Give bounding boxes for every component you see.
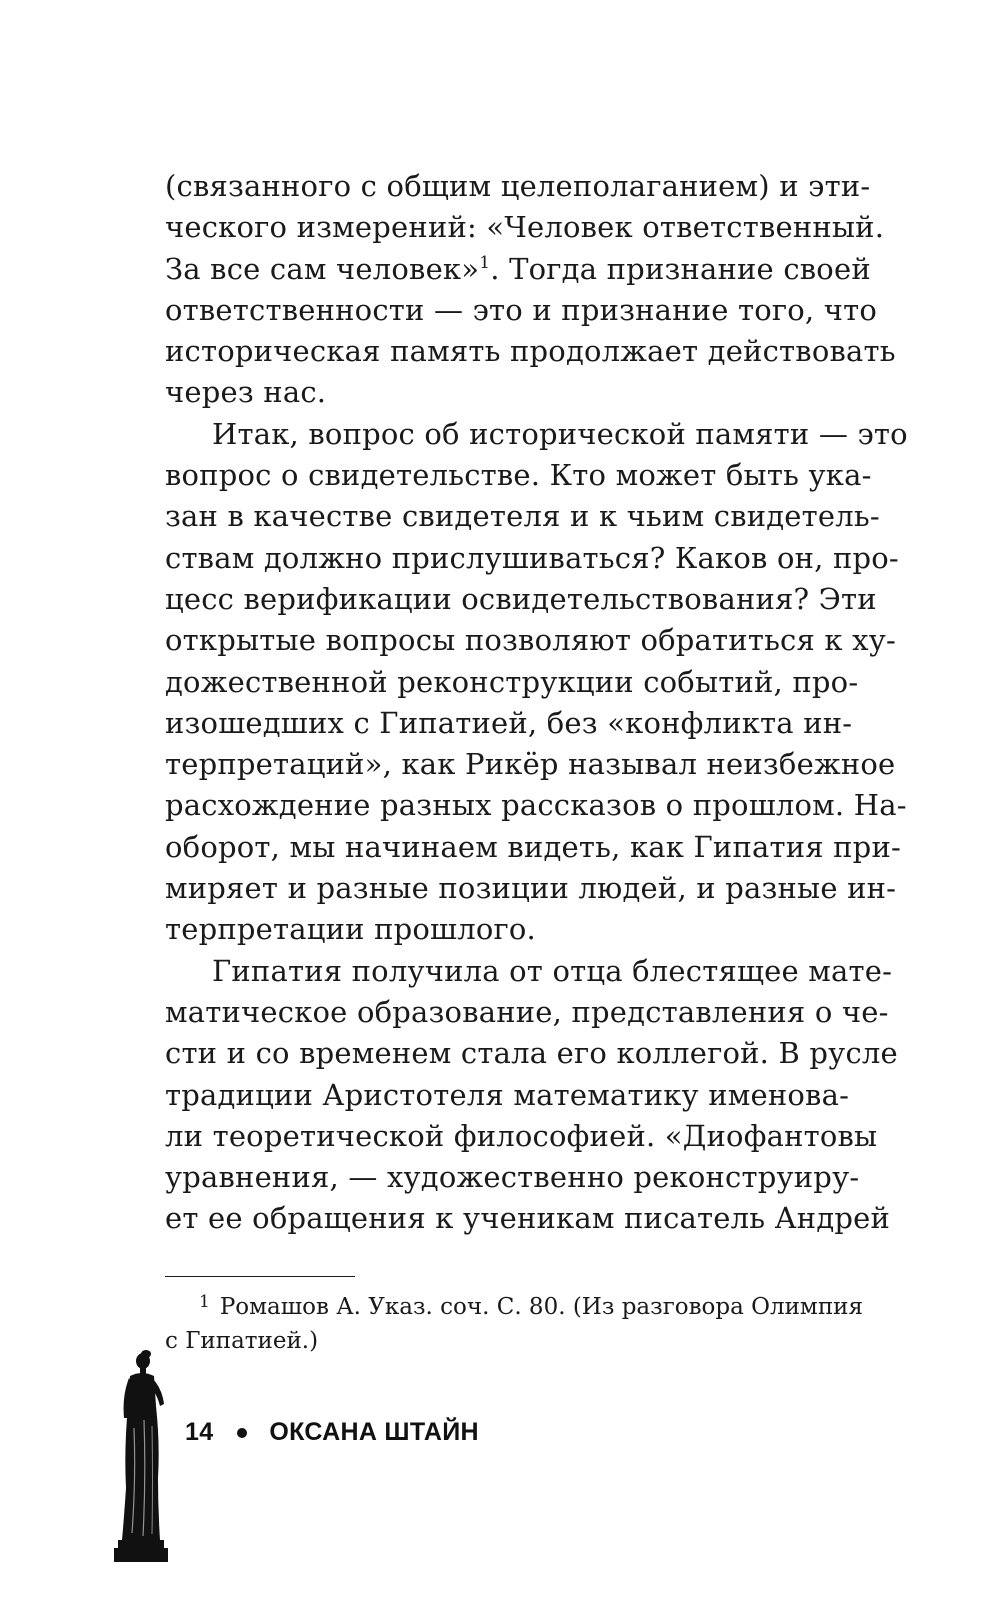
text-line: Гипатия получила от отца блестящее мате- bbox=[212, 953, 893, 988]
text-line: расхождение разных рассказов о прошлом. На- bbox=[165, 788, 907, 823]
statue-icon bbox=[112, 1348, 170, 1563]
text-line: ческого измерений: «Человек ответственный. bbox=[165, 210, 885, 245]
author-name: ОКСАНА ШТАЙН bbox=[269, 1418, 479, 1446]
footnote-divider bbox=[165, 1276, 355, 1277]
text-line: изошедших с Гипатией, без «конфликта ин- bbox=[165, 705, 853, 740]
text-line: (связанного с общим целеполаганием) и эти- bbox=[165, 169, 871, 203]
text-line: историческая память продолжает действовать bbox=[165, 334, 896, 369]
text-line: вопрос о свидетельстве. Кто может быть ука- bbox=[165, 458, 872, 493]
text-line: зан в качестве свидетеля и к чьим свидетель- bbox=[165, 499, 880, 534]
footnote-line: с Гипатией.) bbox=[165, 1328, 319, 1354]
text-line: оборот, мы начинаем видеть, как Гипатия при- bbox=[165, 829, 901, 864]
bullet-icon bbox=[237, 1428, 247, 1438]
text-line: ответственности — это и признание того, что bbox=[165, 292, 878, 327]
text-line bbox=[165, 249, 871, 290]
text-fragment: За все сам человек» bbox=[165, 251, 480, 286]
footnote-line bbox=[165, 1290, 863, 1324]
text-line: традиции Аристотеля математику именова- bbox=[165, 1077, 850, 1112]
text-line: терпретаций», как Рикёр называл неизбежное bbox=[165, 747, 896, 782]
text-line: ли теоретической философией. «Диофантовы bbox=[165, 1118, 878, 1153]
text-line: уравнения, — художественно реконструиру- bbox=[165, 1160, 860, 1195]
text-line: сти и со временем стала его коллегой. В русле bbox=[165, 1036, 898, 1071]
main-text bbox=[165, 166, 908, 1240]
footnote-text: Ромашов А. Указ. соч. С. 80. (Из разговора Олимпия bbox=[219, 1294, 863, 1320]
text-line: дожественной реконструкции событий, про- bbox=[165, 664, 859, 699]
text-line: миряет и разные позиции людей, и разные ин- bbox=[165, 871, 897, 906]
text-line: ствам должно прислушиваться? Каков он, про- bbox=[165, 540, 899, 575]
text-line: цесс верификации освидетельствования? Эти bbox=[165, 581, 877, 616]
footnote bbox=[165, 1290, 863, 1358]
text-line: через нас. bbox=[165, 375, 327, 410]
text-line: Итак, вопрос об исторической памяти — это bbox=[212, 416, 908, 451]
running-footer bbox=[185, 1418, 479, 1447]
text-fragment: . Тогда признание своей bbox=[490, 251, 871, 286]
page-number: 14 bbox=[185, 1418, 214, 1446]
text-line: ет ее обращения к ученикам писатель Андрей bbox=[165, 1201, 891, 1236]
text-line: открытые вопросы позволяют обратиться к ху- bbox=[165, 623, 896, 658]
text-line: матическое образование, представления о че- bbox=[165, 994, 889, 1029]
footnote-number: 1 bbox=[199, 1292, 210, 1312]
footnote-reference[interactable]: 1 bbox=[479, 252, 491, 273]
text-line: терпретации прошлого. bbox=[165, 912, 536, 947]
